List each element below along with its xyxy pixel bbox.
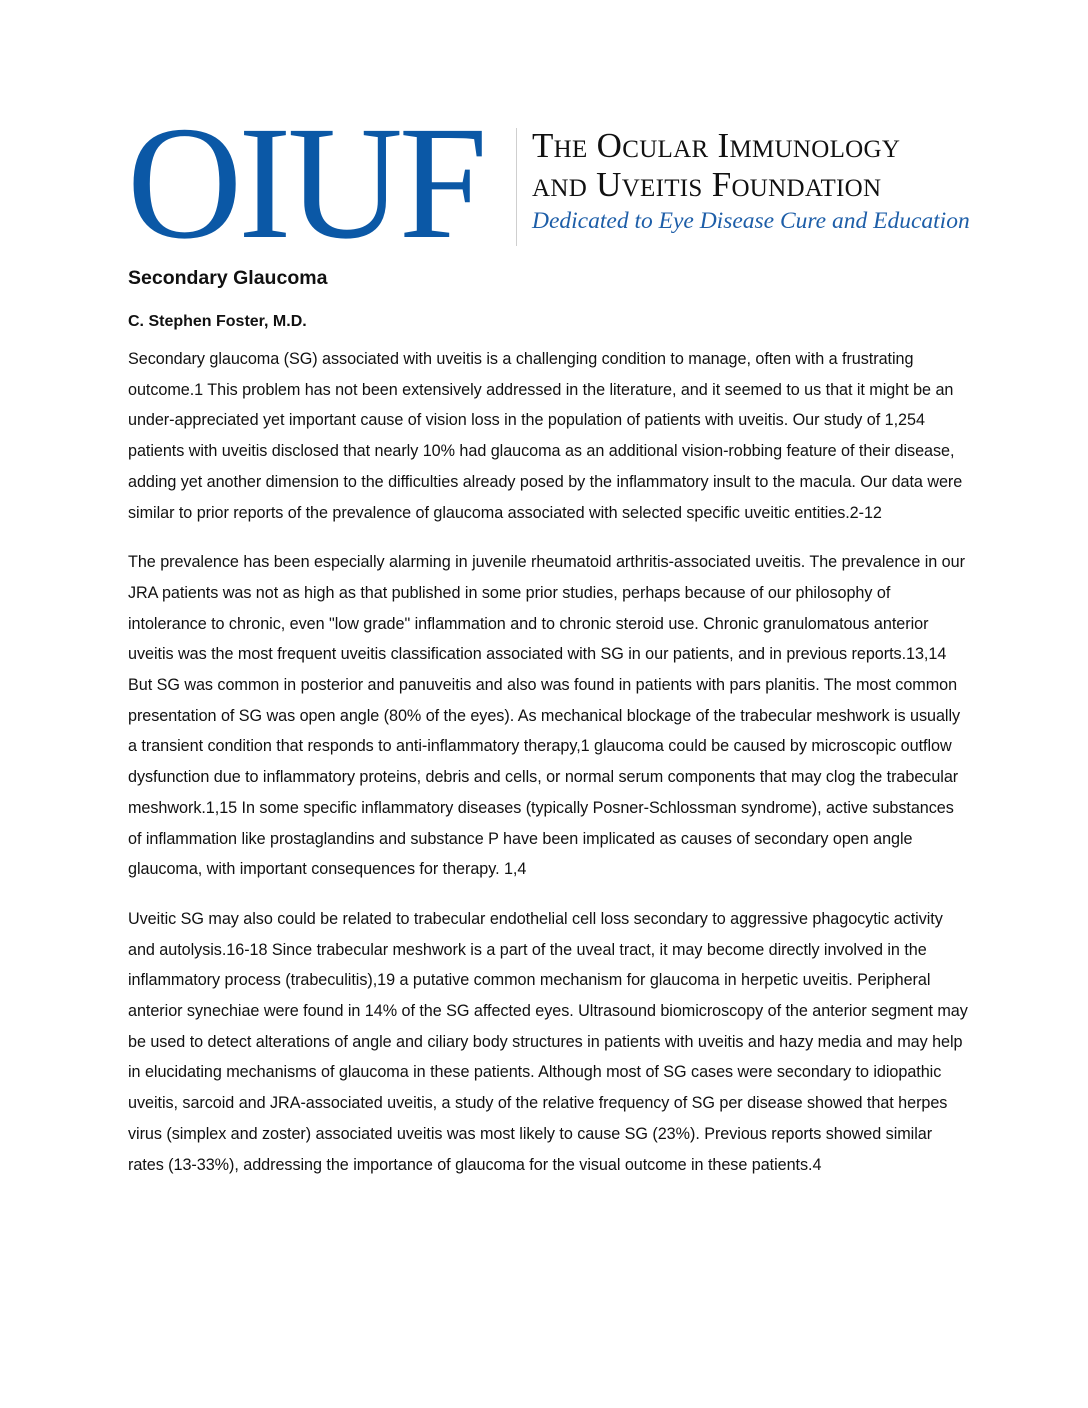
- logo-tagline: Dedicated to Eye Disease Cure and Education: [532, 208, 970, 234]
- logo-name-line-2: and Uveitis Foundation: [532, 165, 882, 204]
- logo-name-line-1: The Ocular Immunology: [532, 126, 901, 165]
- article-body: [128, 263, 968, 1180]
- paragraph: The prevalence has been especially alarming in juvenile rheumatoid arthritis-associated uveitis. The prevalence in our JRA patients was not as high as that published in some prior studies, perhaps because of our philosophy of intolerance to chronic, even "low grade" inflammation and to chronic steroid use. Chronic granulomatous anterior uveitis was the most frequent uveitis classification associated with SG in our patients, and in previous reports.13,14 But SG was common in posterior and panuveitis and also was found in patients with pars planitis. The most common presentation of SG was open angle (80% of the eyes). As mechanical blockage of the trabecular meshwork is usually a transient condition that responds to anti-inflammatory therapy,1 glaucoma could be caused by microscopic outflow dysfunction due to inflammatory proteins, debris and cells, or normal serum components that may clog the trabecular meshwork.1,15 In some specific inflammatory diseases (typically Posner-Schlossman syndrome), active substances of inflammation like prostaglandins and substance P have been implicated as causes of secondary open angle glaucoma, with important consequences for therapy. 1,4: [128, 553, 965, 879]
- document-title: Secondary Glaucoma: [128, 267, 328, 289]
- logo-mark: OIUF: [127, 94, 484, 273]
- author-byline: C. Stephen Foster, M.D.: [128, 313, 307, 330]
- logo-organization-name: [532, 126, 900, 204]
- paragraph: Uveitic SG may also could be related to trabecular endothelial cell loss secondary to aggressive phagocytic activity and autolysis.16-18 Since trabecular meshwork is a part of the uveal tract, it may become directly involved in the inflammatory process (trabeculitis),19 a putative common mechanism for glaucoma in herpetic uveitis. Peripheral anterior synechiae were found in 14% of the SG affected eyes. Ultrasound biomicroscopy of the anterior segment may be used to detect alterations of angle and ciliary body structures in patients with uveitis and hazy media and may help in elucidating mechanisms of glaucoma in these patients. Although most of SG cases were secondary to idiopathic uveitis, sarcoid and JRA-associated uveitis, a study of the relative frequency of SG per disease showed that herpes virus (simplex and zoster) associated uveitis was most likely to cause SG (23%). Previous reports showed similar rates (13-33%), addressing the importance of glaucoma for the visual outcome in these patients.4: [128, 909, 968, 1174]
- paragraph: Secondary glaucoma (SG) associated with uveitis is a challenging condition to manage, often with a frustrating outcome.1 This problem has not been extensively addressed in the literature, and it seemed to us that it might be an under-appreciated yet important cause of vision loss in the population of patients with uveitis. Our study of 1,254 patients with uveitis disclosed that nearly 10% had glaucoma as an additional vision-robbing feature of their disease, adding yet another dimension to the difficulties already posed by the inflammatory insult to the macula. Our data were similar to prior reports of the prevalence of glaucoma associated with selected specific uveitic entities.2-12: [128, 350, 963, 522]
- oiuf-logo: [127, 94, 970, 273]
- logo-divider: [516, 128, 517, 246]
